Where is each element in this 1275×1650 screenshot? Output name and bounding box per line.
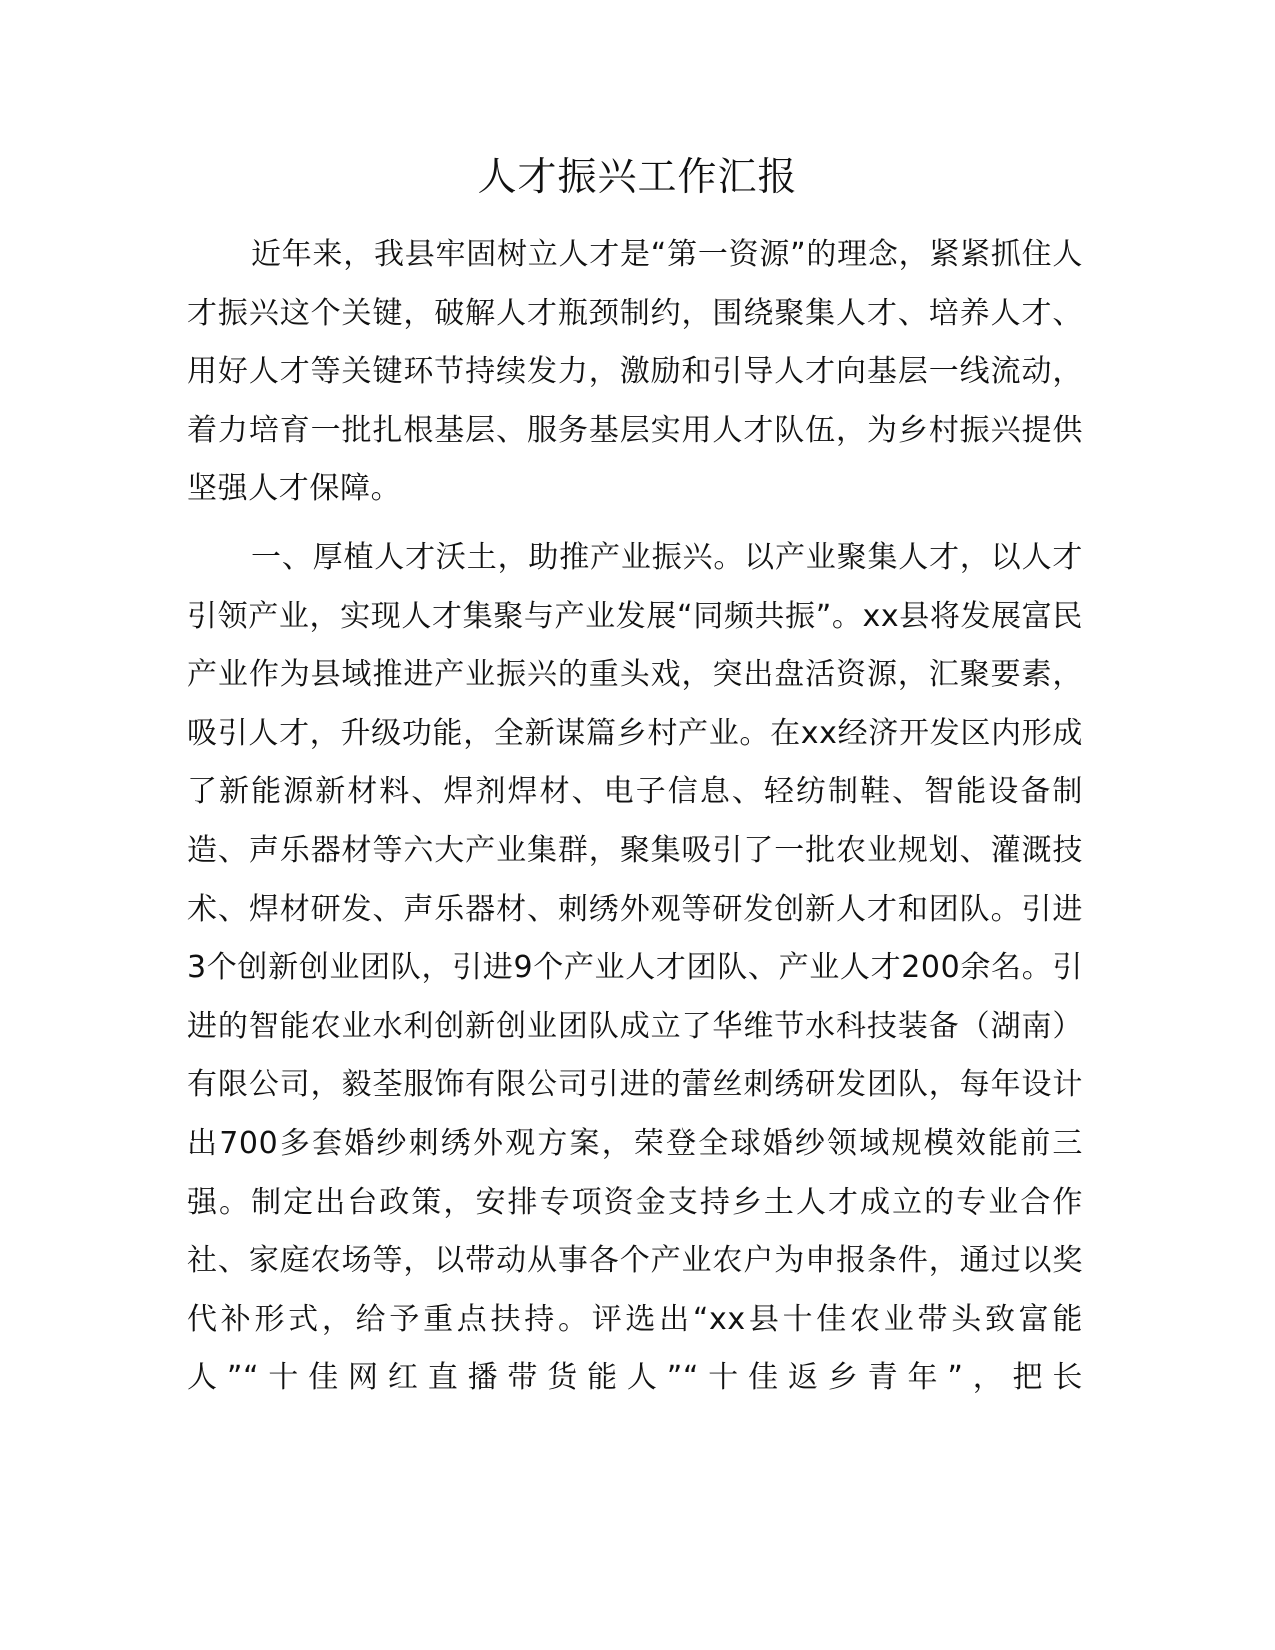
document-body xyxy=(187,226,1083,1418)
document-title: 人才振兴工作汇报 xyxy=(477,155,798,200)
paragraph-section-one: 一、厚植人才沃土，助推产业振兴。以产业聚集人才，以人才引领产业，实现人才集聚与产业发展“同频共振”。xx县将发展富民产业作为县域推进产业振兴的重头戏，突出盘活资源，汇聚要素，吸引人才，升级功能，全新谋篇乡村产业。在xx经济开发区内形成了新能源新材料、焊剂焊材、电子信息、轻纺制鞋、智能设备制造、声乐器材等六大产业集群，聚集吸引了一批农业规划、灌溉技术、焊材研发、声乐器材、刺绣外观等研发创新人才和团队。引进3个创新创业团队，引进9个产业人才团队、产业人才200余名。引进的智能农业水利创新创业团队成立了华维节水科技装备（湖南）有限公司，毅荃服饰有限公司引进的蕾丝刺绣研发团队，每年设计出700多套婚纱刺绣外观方案，荣登全球婚纱领域规模效能前三强。制定出台政策，安排专项资金支持乡土人才成立的专业合作社、家庭农场等，以带动从事各个产业农户为申报条件，通过以奖代补形式，给予重点扶持。评选出“xx县十佳农业带头致富能人”“十佳网红直播带货能人”“十佳返乡青年”，把长 xyxy=(187,539,1083,1396)
paragraph-intro: 近年来，我县牢固树立人才是“第一资源”的理念，紧紧抓住人才振兴这个关键，破解人才瓶颈制约，围绕聚集人才、培养人才、用好人才等关键环节持续发力，激励和引导人才向基层一线流动，着力培育一批扎根基层、服务基层实用人才队伍，为乡村振兴提供坚强人才保障。 xyxy=(187,237,1083,507)
